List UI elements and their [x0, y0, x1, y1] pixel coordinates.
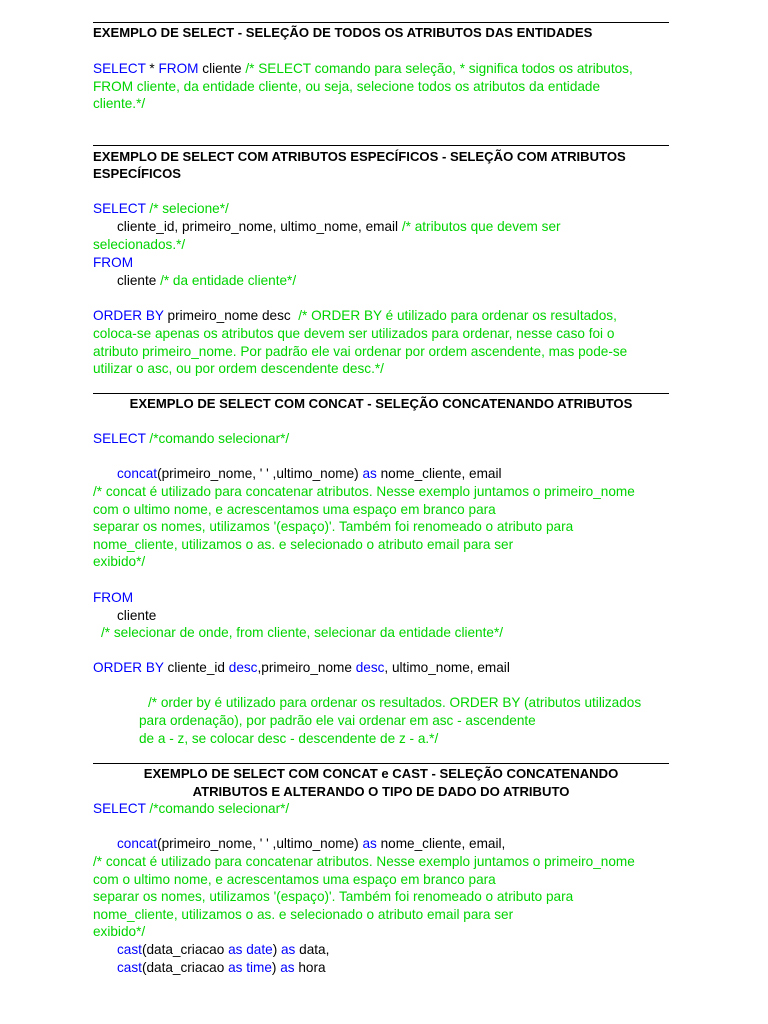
section-divider — [93, 22, 669, 23]
code-text: (primeiro_nome, ' ' ,ultimo_nome) — [157, 466, 363, 481]
code-line — [93, 200, 229, 218]
comment: /*comando selecionar*/ — [145, 801, 290, 816]
comment-line: com o ultimo nome, e acrescentamos uma espaço em branco para — [93, 502, 496, 517]
code-text: nome_cliente, email — [376, 466, 502, 481]
code-text: nome_cliente, email, — [376, 836, 506, 851]
code-line — [93, 307, 617, 325]
code-text: (data_criacao — [141, 960, 229, 975]
code-text: hora — [294, 960, 326, 975]
keyword: as — [280, 960, 295, 975]
comment-line: coloca-se apenas os atributos que devem ser utilizados para ordenar, nesse caso foi o — [93, 326, 615, 341]
comment-line: nome_cliente, utilizamos o as. e selecionado o atributo email para ser — [93, 907, 514, 922]
comment: /*comando selecionar*/ — [145, 431, 290, 446]
code-line — [117, 272, 296, 290]
comment-line: para ordenação), por padrão ele vai ordenar em asc - ascendente — [139, 713, 536, 728]
comment-line: FROM cliente, da entidade cliente, ou seja, selecione todos os atributos da entidade — [93, 79, 601, 94]
section-divider — [93, 393, 669, 394]
keyword: SELECT — [93, 431, 146, 446]
keyword: SELECT — [93, 61, 146, 76]
keyword: cast — [117, 960, 142, 975]
comment-line: /* order by é utilizado para ordenar os resultados. ORDER BY (atributos utilizados — [148, 695, 642, 710]
keyword: concat — [117, 836, 158, 851]
comment-line: separar os nomes, utilizamos '(espaço)'. Também foi renomeado o atributo para — [93, 889, 574, 904]
comment-line: selecionados.*/ — [93, 237, 186, 252]
keyword: concat — [117, 466, 158, 481]
code-line — [117, 465, 502, 483]
comment-line: exibido*/ — [93, 924, 146, 939]
keyword: ORDER BY — [93, 660, 164, 675]
comment-line: /* concat é utilizado para concatenar atributos. Nesse exemplo juntamos o primeiro_nome — [93, 484, 635, 499]
section4-heading: EXEMPLO DE SELECT COM CONCAT e CAST - SELEÇÃO CONCATENANDO — [143, 766, 619, 781]
code-text: data, — [295, 942, 330, 957]
keyword: FROM — [158, 61, 199, 76]
code-text: (primeiro_nome, ' ' ,ultimo_nome) — [157, 836, 363, 851]
comment-line: de a - z, se colocar desc - descendente de z - a.*/ — [139, 731, 439, 746]
code-text: ,primeiro_nome — [257, 660, 356, 675]
section2-heading: EXEMPLO DE SELECT COM ATRIBUTOS ESPECÍFICOS - SELEÇÃO COM ATRIBUTOS — [93, 149, 626, 164]
comment-line: com o ultimo nome, e acrescentamos uma espaço em branco para — [93, 872, 496, 887]
code-line — [93, 659, 510, 677]
comment-line: atributo primeiro_nome. Por padrão ele vai ordenar por ordem ascendente, mas pode-se — [93, 344, 628, 359]
section2-heading: ESPECÍFICOS — [93, 166, 182, 181]
keyword: SELECT — [93, 201, 146, 216]
comment: /* da entidade cliente*/ — [160, 273, 297, 288]
code-line — [117, 941, 329, 959]
code-text: * — [145, 61, 159, 76]
section-divider — [93, 763, 669, 764]
comment-line: /* selecionar de onde, from cliente, selecionar da entidade cliente*/ — [101, 625, 504, 640]
keyword: as — [228, 960, 243, 975]
keyword: cast — [117, 942, 142, 957]
keyword: as — [228, 942, 243, 957]
comment: /* selecione*/ — [145, 201, 229, 216]
code-line: cliente — [117, 608, 157, 623]
comment-line: separar os nomes, utilizamos '(espaço)'. Também foi renomeado o atributo para — [93, 519, 574, 534]
code-text: cliente — [117, 273, 161, 288]
keyword: desc — [228, 660, 258, 675]
code-text: primeiro_nome desc — [163, 308, 299, 323]
code-line — [93, 60, 633, 78]
section-divider — [93, 145, 669, 146]
comment-line: /* concat é utilizado para concatenar atributos. Nesse exemplo juntamos o primeiro_nome — [93, 854, 635, 869]
comment-line: nome_cliente, utilizamos o as. e selecionado o atributo email para ser — [93, 537, 514, 552]
comment: /* atributos que devem ser — [401, 219, 561, 234]
comment-line: exibido*/ — [93, 554, 146, 569]
keyword: date — [242, 942, 273, 957]
code-line — [117, 218, 561, 236]
code-line — [93, 800, 289, 818]
code-text: ) — [271, 960, 281, 975]
code-line — [117, 835, 505, 853]
code-text: cliente — [198, 61, 246, 76]
code-text: , ultimo_nome, email — [384, 660, 510, 675]
keyword-line: FROM — [93, 590, 134, 605]
keyword: ORDER BY — [93, 308, 164, 323]
keyword-line: FROM — [93, 255, 134, 270]
keyword: as — [362, 466, 377, 481]
section4-heading: ATRIBUTOS E ALTERANDO O TIPO DE DADO DO ATRIBUTO — [192, 784, 570, 799]
code-text: (data_criacao — [141, 942, 229, 957]
keyword: as — [362, 836, 377, 851]
keyword: desc — [355, 660, 385, 675]
comment-line: utilizar o asc, ou por ordem descendente desc.*/ — [93, 361, 384, 376]
code-text: cliente_id — [163, 660, 229, 675]
code-text: cliente_id, primeiro_nome, ultimo_nome, email — [117, 219, 402, 234]
section3-heading: EXEMPLO DE SELECT COM CONCAT - SELEÇÃO CONCATENANDO ATRIBUTOS — [129, 396, 633, 411]
comment-line: cliente.*/ — [93, 96, 146, 111]
keyword: as — [281, 942, 296, 957]
comment: /* SELECT comando para seleção, * significa todos os atributos, — [245, 61, 633, 76]
comment: /* ORDER BY é utilizado para ordenar os resultados, — [298, 308, 617, 323]
keyword: time — [242, 960, 272, 975]
keyword: SELECT — [93, 801, 146, 816]
section1-heading: EXEMPLO DE SELECT - SELEÇÃO DE TODOS OS ATRIBUTOS DAS ENTIDADES — [93, 25, 593, 40]
code-line — [117, 959, 326, 977]
code-line — [93, 430, 289, 448]
code-text: ) — [272, 942, 281, 957]
